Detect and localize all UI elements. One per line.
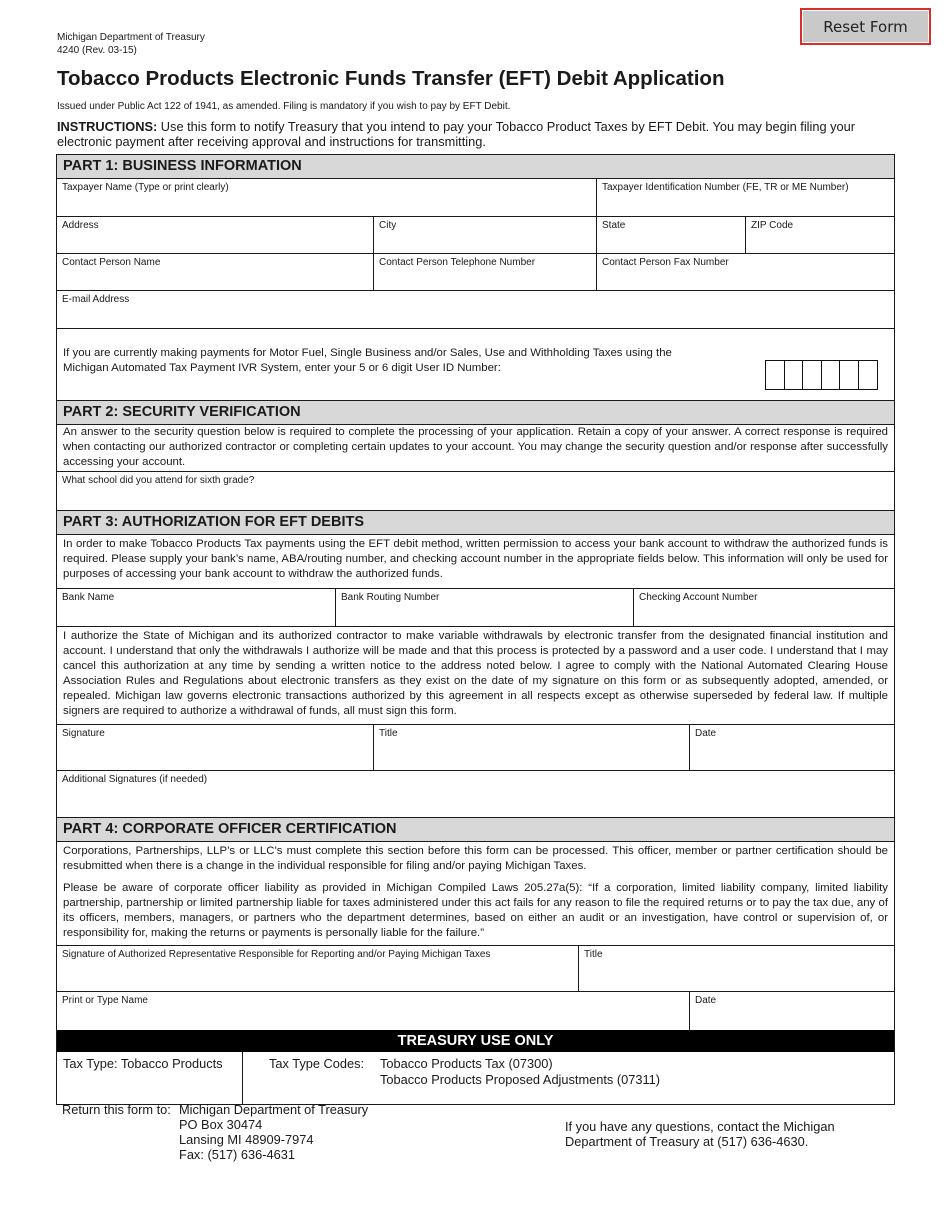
date-label: Date [695, 728, 717, 739]
security-answer-field[interactable] [57, 472, 894, 510]
email-field[interactable] [57, 291, 894, 328]
questions-line-2: Department of Treasury at (517) 636-4630. [565, 1134, 809, 1149]
zip-label: ZIP Code [751, 220, 794, 231]
checking-account-field[interactable] [634, 589, 894, 626]
part4-text-1: Corporations, Partnerships, LLP’s or LLC’s must complete this section before this form can be processed. This officer, member or partner certification should be resubmitted when there is a change in the individual responsible for filing and/or paying Michigan Taxes. [63, 845, 888, 872]
email-label: E-mail Address [62, 294, 130, 305]
city-field[interactable] [374, 217, 597, 253]
authorization-text: I authorize the State of Michigan and its authorized contractor to make variable withdrawals by electronic transfer from the designated financial institution and account. I understand that only the withdrawals I authorize will be made and that this process is protected by a password and a user code. I understand that I may cancel this authorization at any time by sending a written notice to the address noted below. I agree to comply with the National Automated Clearing House Association Rules and Regulations about electronic transfers as they exist on the date of my signature on this form or as subsequently adopted, amended, or repealed. Michigan law governs electronic transactions authorized by this agreement in all respects except as otherwise superseded by federal law. If multiple signers are required to authorize a withdrawal of funds, all must sign this form. [57, 627, 894, 725]
user-id-digit[interactable] [822, 361, 841, 389]
contact-name-field[interactable] [57, 254, 374, 290]
part3-header: PART 3: AUTHORIZATION FOR EFT DEBITS [57, 511, 894, 535]
bank-name-label: Bank Name [62, 592, 115, 603]
officer-signature-field[interactable] [57, 946, 579, 991]
issued-note: Issued under Public Act 122 of 1941, as amended. Filing is mandatory if you wish to pay by EFT Debit. [57, 101, 511, 112]
tax-code-2: Tobacco Products Proposed Adjustments (07311) [380, 1072, 661, 1087]
part1-header: PART 1: BUSINESS INFORMATION [57, 155, 894, 179]
address-field[interactable] [57, 217, 374, 253]
part4-header: PART 4: CORPORATE OFFICER CERTIFICATION [57, 818, 894, 842]
dept-name: Michigan Department of Treasury [57, 32, 205, 43]
taxpayer-name-label: Taxpayer Name (Type or print clearly) [62, 182, 229, 193]
officer-title-label: Title [584, 949, 603, 960]
contact-fax-label: Contact Person Fax Number [602, 257, 729, 268]
city-label: City [379, 220, 397, 231]
part2-header: PART 2: SECURITY VERIFICATION [57, 401, 894, 425]
bank-name-field[interactable] [57, 589, 336, 626]
return-address [179, 1102, 368, 1162]
treasury-use-section [57, 1052, 894, 1104]
state-field[interactable] [597, 217, 746, 253]
user-id-digit[interactable] [859, 361, 878, 389]
reset-form-button[interactable]: Reset Form [800, 8, 931, 45]
zip-field[interactable] [746, 217, 894, 253]
part3-text: In order to make Tobacco Products Tax payments using the EFT debit method, written permission to access your bank account to withdraw the authorized funds is required. Please supply your bank’s name, ABA/routing number, and checking account number in the appropriate fields below. This information will only be used for purposes of accessing your bank account to withdraw the authorized funds. [57, 535, 894, 589]
contact-phone-field[interactable] [374, 254, 597, 290]
part2-text: An answer to the security question below is required to complete the processing of your application. Retain a copy of your answer. A correct response is required when contacting our authorized contractor or completing certain updates to your account. You may change the security question and/or response after successfully accessing your account. [57, 425, 894, 472]
user-id-digit[interactable] [766, 361, 785, 389]
ivr-instructions [63, 346, 672, 376]
form-number: 4240 (Rev. 03-15) [57, 45, 137, 56]
taxpayer-name-field[interactable] [57, 179, 597, 216]
treasury-use-header: TREASURY USE ONLY [57, 1030, 894, 1052]
instructions [57, 119, 897, 149]
questions-note [565, 1119, 835, 1149]
signature-field[interactable] [57, 725, 374, 770]
officer-signature-label: Signature of Authorized Representative Responsible for Reporting and/or Paying Michigan Taxes [62, 949, 491, 960]
user-id-digit[interactable] [785, 361, 804, 389]
address-line-3: Lansing MI 48909-7974 [179, 1132, 314, 1147]
contact-name-label: Contact Person Name [62, 257, 161, 268]
application-form [56, 154, 895, 1105]
ivr-line-1: If you are currently making payments for Motor Fuel, Single Business and/or Sales, Use and Withholding Taxes using the [63, 347, 672, 359]
contact-phone-label: Contact Person Telephone Number [379, 257, 536, 268]
form-header-info [57, 31, 205, 57]
questions-line-1: If you have any questions, contact the Michigan [565, 1119, 835, 1134]
title-label: Title [379, 728, 398, 739]
officer-title-field[interactable] [579, 946, 894, 991]
title-field[interactable] [374, 725, 690, 770]
signature-label: Signature [62, 728, 105, 739]
instructions-text: Use this form to notify Treasury that you intend to pay your Tobacco Product Taxes by EFT Debit. You may begin filing your electronic payment after receiving approval and instructions for transmitting. [57, 119, 856, 149]
user-id-digit[interactable] [840, 361, 859, 389]
routing-number-field[interactable] [336, 589, 634, 626]
user-id-digit[interactable] [803, 361, 822, 389]
address-line-2: PO Box 30474 [179, 1117, 263, 1132]
security-question-label: What school did you attend for sixth grade? [62, 475, 255, 486]
user-id-input[interactable] [765, 360, 878, 390]
fax-line: Fax: (517) 636-4631 [179, 1147, 295, 1162]
ivr-section [57, 329, 894, 401]
instructions-label: INSTRUCTIONS: [57, 119, 158, 134]
date-field[interactable] [690, 725, 894, 770]
tax-type: Tax Type: Tobacco Products [63, 1056, 223, 1071]
return-label: Return this form to: [62, 1102, 171, 1117]
print-name-field[interactable] [57, 992, 690, 1030]
additional-signatures-field[interactable] [57, 771, 894, 817]
contact-fax-field[interactable] [597, 254, 894, 290]
routing-number-label: Bank Routing Number [341, 592, 440, 603]
state-label: State [602, 220, 626, 231]
print-name-label: Print or Type Name [62, 995, 148, 1006]
address-line-1: Michigan Department of Treasury [179, 1102, 369, 1117]
tax-type-codes-label: Tax Type Codes: [269, 1056, 365, 1071]
ivr-line-2: Michigan Automated Tax Payment IVR System, enter your 5 or 6 digit User ID Number: [63, 362, 501, 374]
officer-date-label: Date [695, 995, 717, 1006]
page-title: Tobacco Products Electronic Funds Transfer (EFT) Debit Application [57, 67, 725, 90]
officer-date-field[interactable] [690, 992, 894, 1030]
tax-code-1: Tobacco Products Tax (07300) [380, 1056, 553, 1071]
additional-signatures-label: Additional Signatures (if needed) [62, 774, 208, 785]
part4-text-2: Please be aware of corporate officer liability as provided in Michigan Compiled Laws 205.27a(5): “If a corporation, limited liability company, limited liability partnership, partnership or limited partnership liable for taxes administered under this act fails for any reason to file the required returns or to pay the tax due, any of its officers, members, managers, or partners who the department determines, based on either an audit or an investigation, have control or supervision of, or responsibility for, making the returns or payments is personally liable for the failure.” [57, 878, 894, 946]
address-label: Address [62, 220, 99, 231]
tin-field[interactable] [597, 179, 894, 216]
tin-label: Taxpayer Identification Number (FE, TR or ME Number) [602, 182, 849, 193]
checking-account-label: Checking Account Number [639, 592, 758, 603]
